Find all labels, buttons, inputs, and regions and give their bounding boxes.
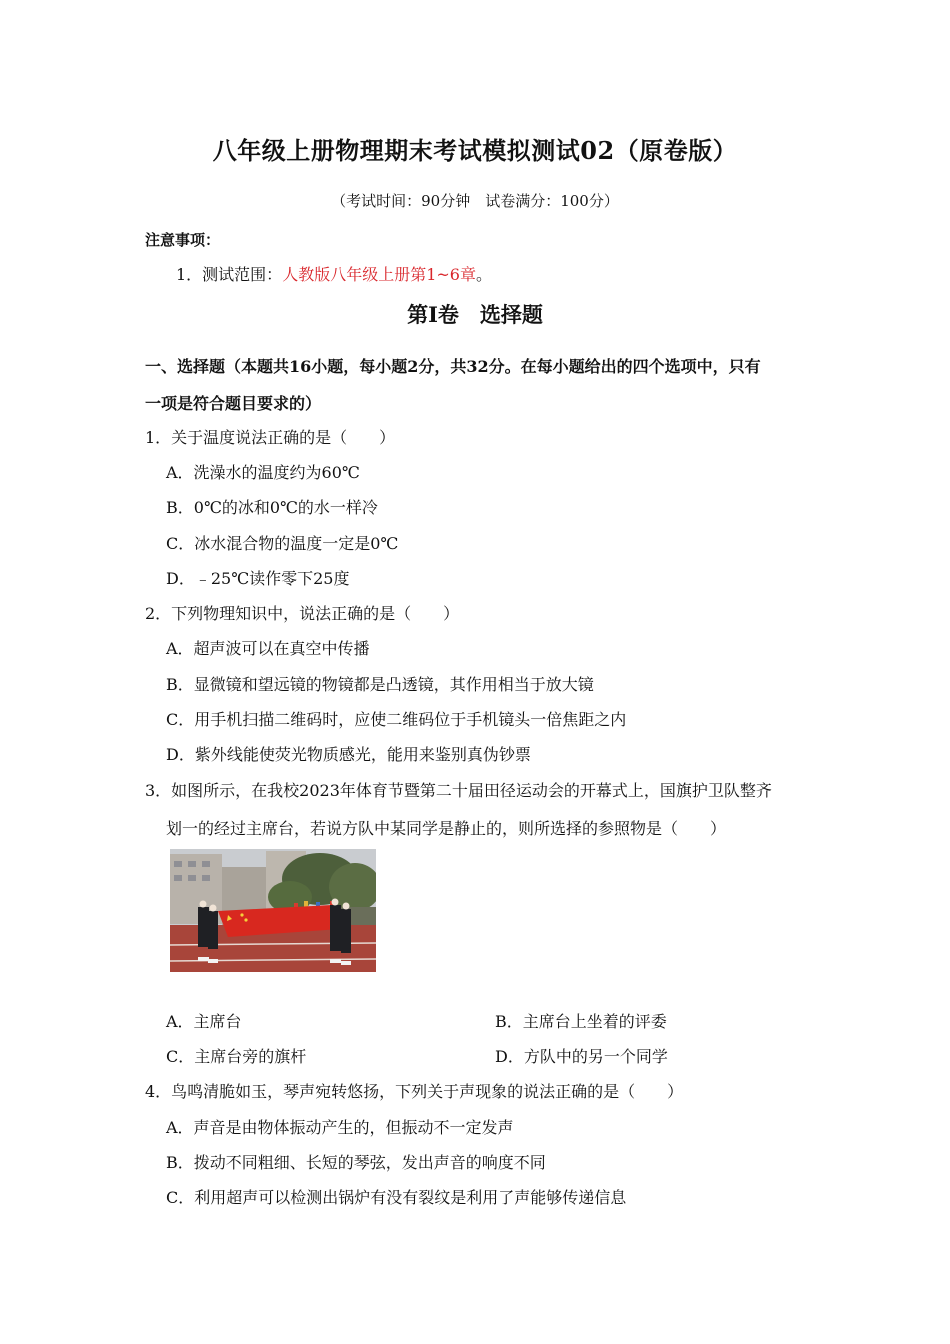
- question-1-option-c: C．冰水混合物的温度一定是0℃: [166, 534, 399, 553]
- question-4-option-a: A．声音是由物体振动产生的，但振动不一定发声: [166, 1118, 514, 1137]
- question-2-option-b: B．显微镜和望远镜的物镜都是凸透镜，其作用相当于放大镜: [166, 675, 594, 694]
- notice-item-range: 人教版八年级上册第1~6章: [282, 265, 476, 284]
- notice-item-prefix: 1．测试范围：: [176, 265, 283, 284]
- question-1-option-b: B．0℃的冰和0℃的水一样冷: [166, 498, 378, 517]
- question-3-option-c: C．主席台旁的旗杆: [166, 1047, 307, 1066]
- question-3-stem-line-1: 3．如图所示，在我校2023年体育节暨第二十届田径运动会的开幕式上，国旗护卫队整齐: [145, 781, 772, 800]
- question-4-stem: 4．鸟鸣清脆如玉，琴声宛转悠扬，下列关于声现象的说法正确的是（ ）: [145, 1082, 684, 1101]
- part-heading-line-1: 一、选择题（本题共16小题，每小题2分，共32分。在每小题给出的四个选项中，只有: [145, 357, 761, 376]
- question-4-option-c: C．利用超声可以检测出锅炉有没有裂纹是利用了声能够传递信息: [166, 1188, 627, 1207]
- question-3-stem-line-2: 划一的经过主席台，若说方队中某同学是静止的，则所选择的参照物是（ ）: [166, 819, 727, 838]
- question-1-option-a: A．洗澡水的温度约为60℃: [166, 463, 360, 482]
- question-2-option-a: A．超声波可以在真空中传播: [166, 639, 370, 658]
- flag-guard-photo: [170, 849, 376, 972]
- notice-heading: 注意事项：: [145, 231, 221, 249]
- question-3-option-d: D．方队中的另一个同学: [495, 1047, 668, 1066]
- question-3-option-a: A．主席台: [166, 1012, 242, 1031]
- question-1-option-d: D．﹣25℃读作零下25度: [166, 569, 350, 588]
- question-4-option-b: B．拨动不同粗细、长短的琴弦，发出声音的响度不同: [166, 1153, 546, 1172]
- exam-info: （考试时间：90分钟 试卷满分：100分）: [331, 192, 619, 210]
- section-title: 第Ⅰ卷 选择题: [407, 302, 543, 327]
- question-2-stem: 2．下列物理知识中，说法正确的是（ ）: [145, 604, 460, 623]
- question-1-stem: 1．关于温度说法正确的是（ ）: [145, 428, 396, 447]
- question-3-option-b: B．主席台上坐着的评委: [495, 1012, 667, 1031]
- notice-item: [176, 262, 492, 285]
- page-title: 八年级上册物理期末考试模拟测试02（原卷版）: [212, 136, 738, 165]
- part-heading-line-2: 一项是符合题目要求的）: [145, 394, 322, 413]
- question-2-option-d: D．紫外线能使荧光物质感光，能用来鉴别真伪钞票: [166, 745, 531, 764]
- question-2-option-c: C．用手机扫描二维码时，应使二维码位于手机镜头一倍焦距之内: [166, 710, 627, 729]
- notice-item-suffix: 。: [475, 265, 492, 284]
